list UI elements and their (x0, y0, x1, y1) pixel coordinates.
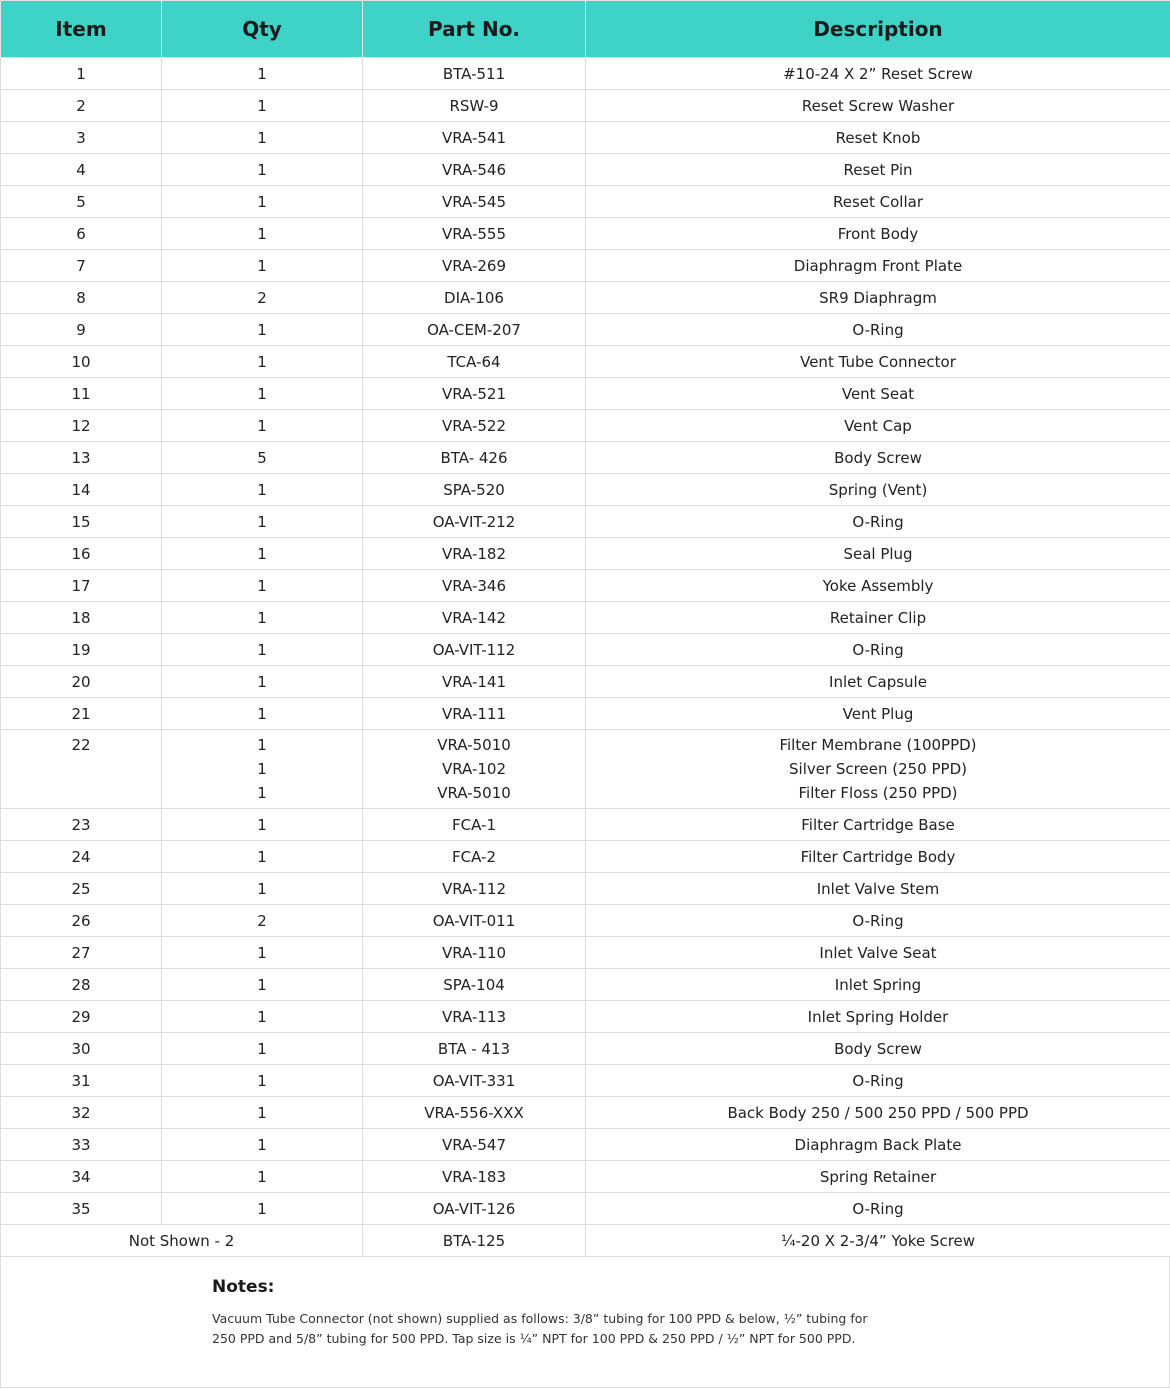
cell-item: 33 (1, 1129, 162, 1161)
table-row (1, 506, 1170, 538)
cell-description (586, 1033, 1170, 1065)
cell-qty-line: 1 (257, 1039, 267, 1058)
cell-qty-line: 1 (257, 975, 267, 994)
cell-qty-line: 1 (257, 760, 267, 778)
cell-description-line: Reset Pin (843, 160, 913, 179)
cell-part-no-line: VRA-545 (441, 192, 507, 211)
cell-qty-line: 1 (257, 128, 267, 147)
cell-qty-line: 1 (257, 64, 267, 83)
cell-qty-line: 1 (257, 192, 267, 211)
cell-item: 12 (1, 410, 162, 442)
cell-part-no-line: VRA-112 (441, 879, 507, 898)
cell-description-line: Reset Knob (835, 128, 921, 147)
cell-description-line: Filter Floss (250 PPD) (798, 784, 958, 802)
cell-item: 27 (1, 937, 162, 969)
cell-description (586, 1193, 1170, 1225)
cell-qty (162, 1129, 363, 1161)
cell-item: 17 (1, 570, 162, 602)
cell-description-line: Vent Seat (841, 384, 915, 403)
cell-qty (162, 506, 363, 538)
cell-qty (162, 442, 363, 474)
notes-section (0, 1257, 1170, 1388)
cell-part-no-line: VRA-5010 (437, 736, 511, 754)
cell-qty (162, 698, 363, 730)
cell-qty-line: 1 (257, 943, 267, 962)
cell-item: 7 (1, 250, 162, 282)
table-row (1, 841, 1170, 873)
cell-qty-line: 1 (257, 1199, 267, 1218)
cell-part-no (363, 969, 586, 1001)
cell-item: 24 (1, 841, 162, 873)
cell-description-line: Spring (Vent) (828, 480, 928, 499)
cell-part-no (363, 346, 586, 378)
cell-description-line: #10-24 X 2” Reset Screw (783, 64, 973, 83)
cell-part-no (363, 250, 586, 282)
cell-part-no (363, 1129, 586, 1161)
cell-qty-line: 5 (257, 448, 267, 467)
cell-qty (162, 538, 363, 570)
cell-item: 26 (1, 905, 162, 937)
cell-part-no (363, 634, 586, 666)
cell-part-no-line: VRA-182 (441, 544, 507, 563)
not-shown-part: BTA-125 (363, 1225, 586, 1257)
cell-part-no (363, 410, 586, 442)
cell-item: 18 (1, 602, 162, 634)
cell-description-line: Vent Cap (844, 416, 912, 435)
cell-description (586, 346, 1170, 378)
cell-description (586, 570, 1170, 602)
cell-qty (162, 58, 363, 90)
table-row (1, 474, 1170, 506)
cell-item: 8 (1, 282, 162, 314)
cell-description-line: Seal Plug (843, 544, 913, 563)
table-row (1, 570, 1170, 602)
cell-description-line: Reset Collar (832, 192, 923, 211)
cell-description-line: O-Ring (852, 911, 904, 930)
cell-description-line: Back Body 250 / 500 250 PPD / 500 PPD (727, 1103, 1029, 1122)
cell-description-line: Inlet Capsule (829, 672, 927, 691)
cell-part-no (363, 538, 586, 570)
cell-qty-line: 1 (257, 544, 267, 563)
table-row (1, 90, 1170, 122)
cell-qty (162, 570, 363, 602)
cell-qty (162, 634, 363, 666)
cell-part-no (363, 937, 586, 969)
table-row (1, 186, 1170, 218)
cell-item: 3 (1, 122, 162, 154)
cell-part-no (363, 90, 586, 122)
cell-part-no-line: FCA-1 (452, 815, 496, 834)
header-part-no: Part No. (363, 1, 586, 58)
cell-description-line: Filter Membrane (100PPD) (779, 736, 977, 754)
cell-qty (162, 474, 363, 506)
cell-part-no (363, 1193, 586, 1225)
cell-item: 29 (1, 1001, 162, 1033)
cell-description-line: Filter Cartridge Body (800, 847, 956, 866)
cell-item: 20 (1, 666, 162, 698)
table-row (1, 1161, 1170, 1193)
cell-description (586, 1129, 1170, 1161)
cell-description-line: O-Ring (852, 1199, 904, 1218)
cell-description (586, 250, 1170, 282)
cell-part-no-line: BTA- 426 (440, 448, 508, 467)
cell-description-line: O-Ring (852, 640, 904, 659)
cell-item: 14 (1, 474, 162, 506)
cell-description-line: Diaphragm Back Plate (794, 1135, 962, 1154)
cell-part-no (363, 602, 586, 634)
cell-qty (162, 186, 363, 218)
cell-description (586, 58, 1170, 90)
table-row (1, 1001, 1170, 1033)
cell-item: 35 (1, 1193, 162, 1225)
cell-description-line: Vent Tube Connector (800, 352, 956, 371)
cell-qty-line: 2 (257, 288, 267, 307)
cell-item: 28 (1, 969, 162, 1001)
cell-qty-line: 1 (257, 96, 267, 115)
cell-qty-line: 1 (257, 512, 267, 531)
cell-qty-line: 1 (257, 1007, 267, 1026)
cell-qty (162, 602, 363, 634)
cell-part-no (363, 506, 586, 538)
table-row (1, 314, 1170, 346)
cell-description (586, 442, 1170, 474)
cell-qty-line: 1 (257, 1071, 267, 1090)
table-row (1, 1033, 1170, 1065)
cell-part-no (363, 730, 586, 809)
cell-part-no (363, 809, 586, 841)
cell-qty (162, 346, 363, 378)
cell-qty (162, 154, 363, 186)
cell-qty-line: 1 (257, 576, 267, 595)
cell-qty-line: 1 (257, 224, 267, 243)
table-row (1, 538, 1170, 570)
cell-qty-line: 1 (257, 608, 267, 627)
cell-qty-line: 1 (257, 736, 267, 754)
cell-description-line: Front Body (837, 224, 919, 243)
cell-qty-line: 1 (257, 1103, 267, 1122)
cell-part-no-line: VRA-555 (441, 224, 507, 243)
table-row (1, 346, 1170, 378)
header-description: Description (586, 1, 1170, 58)
table-row (1, 634, 1170, 666)
cell-qty-line: 1 (257, 784, 267, 802)
cell-part-no-line: DIA-106 (444, 288, 504, 307)
cell-description (586, 90, 1170, 122)
cell-qty-line: 1 (257, 480, 267, 499)
cell-description (586, 282, 1170, 314)
cell-qty (162, 730, 363, 809)
cell-part-no-line: TCA-64 (447, 352, 501, 371)
cell-item: 23 (1, 809, 162, 841)
cell-part-no (363, 442, 586, 474)
cell-qty (162, 666, 363, 698)
cell-part-no (363, 1001, 586, 1033)
cell-part-no (363, 841, 586, 873)
cell-description-line: O-Ring (852, 320, 904, 339)
cell-description (586, 809, 1170, 841)
cell-description (586, 905, 1170, 937)
cell-description (586, 730, 1170, 809)
cell-description (586, 698, 1170, 730)
cell-qty (162, 122, 363, 154)
cell-description (586, 634, 1170, 666)
cell-qty-line: 1 (257, 640, 267, 659)
table-row (1, 250, 1170, 282)
cell-item: 9 (1, 314, 162, 346)
cell-qty (162, 1161, 363, 1193)
cell-qty (162, 314, 363, 346)
cell-qty-line: 1 (257, 847, 267, 866)
cell-part-no (363, 154, 586, 186)
cell-part-no-line: VRA-110 (441, 943, 507, 962)
cell-description-line: O-Ring (852, 1071, 904, 1090)
cell-description (586, 1065, 1170, 1097)
cell-item: 11 (1, 378, 162, 410)
cell-item: 15 (1, 506, 162, 538)
cell-part-no (363, 1097, 586, 1129)
table-row (1, 698, 1170, 730)
cell-qty (162, 809, 363, 841)
cell-part-no (363, 474, 586, 506)
cell-item: 13 (1, 442, 162, 474)
cell-item: 25 (1, 873, 162, 905)
cell-part-no-line: OA-VIT-011 (432, 911, 516, 930)
cell-part-no-line: VRA-269 (441, 256, 507, 275)
table-row (1, 378, 1170, 410)
cell-description-line: Diaphragm Front Plate (793, 256, 963, 275)
table-row (1, 442, 1170, 474)
table-row (1, 873, 1170, 905)
cell-description-line: Yoke Assembly (822, 576, 934, 595)
cell-description-line: O-Ring (852, 512, 904, 531)
cell-item: 5 (1, 186, 162, 218)
cell-part-no-line: OA-VIT-212 (432, 512, 516, 531)
table-row (1, 937, 1170, 969)
cell-part-no-line: VRA-102 (441, 760, 507, 778)
cell-part-no-line: OA-VIT-331 (432, 1071, 516, 1090)
table-header-row (1, 1, 1170, 58)
cell-part-no-line: VRA-183 (441, 1167, 507, 1186)
not-shown-description: ¼-20 X 2-3/4” Yoke Screw (586, 1225, 1170, 1257)
cell-description-line: SR9 Diaphragm (819, 288, 937, 307)
cell-item: 34 (1, 1161, 162, 1193)
cell-part-no (363, 378, 586, 410)
cell-qty (162, 1001, 363, 1033)
cell-item: 2 (1, 90, 162, 122)
cell-item: 4 (1, 154, 162, 186)
table-row (1, 218, 1170, 250)
cell-qty (162, 250, 363, 282)
cell-qty (162, 1065, 363, 1097)
cell-description (586, 154, 1170, 186)
cell-description (586, 474, 1170, 506)
cell-part-no-line: OA-VIT-112 (432, 640, 516, 659)
cell-description (586, 873, 1170, 905)
cell-item: 10 (1, 346, 162, 378)
cell-qty-line: 1 (257, 1135, 267, 1154)
cell-description (586, 218, 1170, 250)
table-row (1, 410, 1170, 442)
cell-part-no-line: VRA-142 (441, 608, 507, 627)
cell-description (586, 841, 1170, 873)
cell-qty-line: 1 (257, 384, 267, 403)
cell-description-line: Inlet Spring Holder (807, 1007, 949, 1026)
cell-description (586, 122, 1170, 154)
cell-qty-line: 1 (257, 352, 267, 371)
table-row (1, 809, 1170, 841)
cell-part-no (363, 282, 586, 314)
cell-part-no-line: FCA-2 (452, 847, 496, 866)
cell-description-line: Body Screw (834, 1039, 922, 1058)
cell-description (586, 186, 1170, 218)
cell-description-line: Filter Cartridge Base (801, 815, 955, 834)
cell-description-line: Vent Plug (842, 704, 914, 723)
cell-description (586, 314, 1170, 346)
table-body (1, 58, 1170, 1225)
table-row (1, 1193, 1170, 1225)
cell-qty-line: 1 (257, 879, 267, 898)
cell-part-no-line: BTA-511 (442, 64, 506, 83)
table-row (1, 58, 1170, 90)
cell-qty (162, 90, 363, 122)
not-shown-row (1, 1225, 1170, 1257)
cell-item: 6 (1, 218, 162, 250)
cell-qty (162, 218, 363, 250)
table-row (1, 1065, 1170, 1097)
cell-part-no (363, 698, 586, 730)
cell-qty-line: 2 (257, 911, 267, 930)
cell-part-no (363, 1161, 586, 1193)
cell-qty (162, 1097, 363, 1129)
cell-part-no (363, 58, 586, 90)
cell-part-no (363, 1065, 586, 1097)
cell-item: 19 (1, 634, 162, 666)
cell-description-line: Inlet Spring (834, 975, 922, 994)
cell-qty (162, 873, 363, 905)
cell-qty-line: 1 (257, 1167, 267, 1186)
table-row (1, 602, 1170, 634)
cell-description (586, 410, 1170, 442)
cell-part-no-line: SPA-104 (443, 975, 505, 994)
cell-part-no (363, 570, 586, 602)
cell-part-no-line: OA-VIT-126 (432, 1199, 516, 1218)
notes-title: Notes: (212, 1277, 275, 1297)
cell-part-no (363, 218, 586, 250)
cell-qty (162, 410, 363, 442)
cell-qty (162, 905, 363, 937)
cell-part-no-line: BTA - 413 (437, 1039, 511, 1058)
cell-part-no (363, 122, 586, 154)
cell-part-no-line: VRA-522 (441, 416, 507, 435)
cell-part-no-line: VRA-113 (441, 1007, 507, 1026)
cell-item: 1 (1, 58, 162, 90)
cell-part-no-line: VRA-546 (441, 160, 507, 179)
cell-part-no-line: VRA-547 (441, 1135, 507, 1154)
cell-part-no (363, 905, 586, 937)
table-row (1, 154, 1170, 186)
cell-qty (162, 937, 363, 969)
cell-description (586, 602, 1170, 634)
cell-part-no (363, 1033, 586, 1065)
cell-item: 22 (1, 730, 162, 809)
cell-description (586, 1161, 1170, 1193)
cell-description (586, 538, 1170, 570)
cell-part-no-line: VRA-346 (441, 576, 507, 595)
cell-description-line: Silver Screen (250 PPD) (789, 760, 967, 778)
cell-part-no (363, 314, 586, 346)
cell-item: 30 (1, 1033, 162, 1065)
cell-description-line: Retainer Clip (829, 608, 927, 627)
cell-item: 32 (1, 1097, 162, 1129)
cell-qty (162, 378, 363, 410)
cell-qty-line: 1 (257, 160, 267, 179)
cell-description-line: Spring Retainer (819, 1167, 937, 1186)
header-qty: Qty (162, 1, 363, 58)
cell-description (586, 1001, 1170, 1033)
cell-description (586, 969, 1170, 1001)
cell-description (586, 506, 1170, 538)
table-row (1, 282, 1170, 314)
cell-part-no-line: VRA-111 (441, 704, 507, 723)
cell-part-no-line: SPA-520 (443, 480, 505, 499)
cell-description (586, 378, 1170, 410)
cell-part-no-line: VRA-521 (441, 384, 507, 403)
cell-qty-line: 1 (257, 815, 267, 834)
cell-description (586, 666, 1170, 698)
cell-description-line: Inlet Valve Stem (816, 879, 940, 898)
cell-description-line: Reset Screw Washer (801, 96, 955, 115)
cell-qty (162, 969, 363, 1001)
cell-qty (162, 282, 363, 314)
table-row (1, 666, 1170, 698)
cell-part-no-line: RSW-9 (449, 96, 499, 115)
cell-description-line: Inlet Valve Seat (819, 943, 937, 962)
cell-qty (162, 1033, 363, 1065)
cell-part-no-line: VRA-5010 (437, 784, 511, 802)
table-row (1, 1129, 1170, 1161)
cell-qty-line: 1 (257, 672, 267, 691)
cell-part-no (363, 873, 586, 905)
cell-qty (162, 841, 363, 873)
header-item: Item (1, 1, 162, 58)
table-row (1, 122, 1170, 154)
not-shown-label: Not Shown - 2 (1, 1225, 363, 1257)
cell-description (586, 1097, 1170, 1129)
cell-item: 31 (1, 1065, 162, 1097)
cell-item: 21 (1, 698, 162, 730)
cell-part-no-line: VRA-141 (441, 672, 507, 691)
cell-description (586, 937, 1170, 969)
table-row (1, 1097, 1170, 1129)
cell-description-line: Body Screw (834, 448, 922, 467)
table-row (1, 905, 1170, 937)
table-row (1, 730, 1170, 809)
cell-part-no-line: OA-CEM-207 (427, 320, 521, 339)
table-row (1, 969, 1170, 1001)
cell-qty-line: 1 (257, 256, 267, 275)
cell-qty (162, 1193, 363, 1225)
cell-part-no (363, 666, 586, 698)
cell-qty-line: 1 (257, 416, 267, 435)
cell-qty-line: 1 (257, 320, 267, 339)
notes-text: Vacuum Tube Connector (not shown) supplied as follows: 3/8” tubing for 100 PPD & below, ½” tubing for 250 PPD and 5/8” tubing for 500 PPD. Tap size is ¼” NPT for 100 PPD & 250 PPD / ½” NPT for 500 PPD. (212, 1311, 868, 1346)
cell-part-no (363, 186, 586, 218)
cell-item: 16 (1, 538, 162, 570)
cell-qty-line: 1 (257, 704, 267, 723)
cell-part-no-line: VRA-556-XXX (424, 1103, 524, 1122)
cell-part-no-line: VRA-541 (441, 128, 507, 147)
